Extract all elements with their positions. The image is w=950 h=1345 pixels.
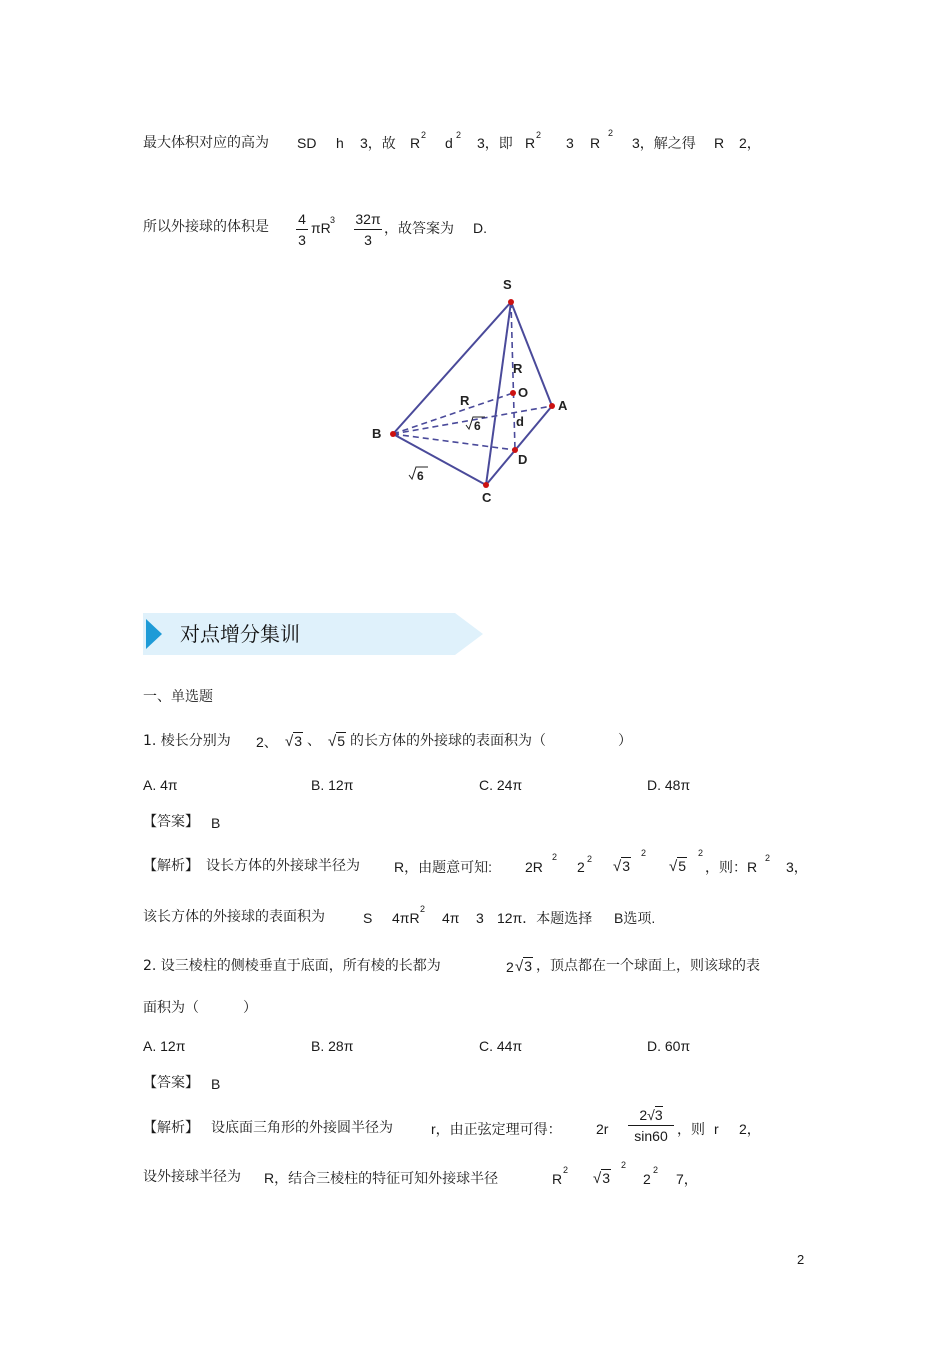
heading-single-choice: 一、单选题	[143, 689, 213, 705]
math: R，由题意可知:	[394, 859, 492, 875]
point-b	[390, 431, 396, 437]
math: 4π	[442, 910, 460, 926]
math: D.	[473, 220, 487, 236]
q2-option-b: B. 28π	[311, 1038, 354, 1054]
sqrt-expr: √3	[613, 858, 631, 875]
point-o	[510, 390, 516, 396]
label-d: D	[518, 452, 528, 467]
math: 4πR	[392, 910, 420, 926]
math: 12π．本题选择	[497, 910, 593, 926]
sqrt-expr: √3	[593, 1170, 611, 1187]
math: 2	[643, 1171, 651, 1187]
math: 2R	[525, 859, 543, 875]
edge-sc	[486, 302, 511, 485]
math: 2	[577, 859, 585, 875]
segment-bd	[393, 434, 515, 450]
math: 3，即	[477, 135, 513, 151]
superscript: 2	[421, 130, 427, 140]
q1-stem-end: 的长方体的外接球的表面积为（	[350, 733, 546, 749]
q1-stem: 1. 棱长分别为	[143, 733, 231, 749]
q2-blank-close: ）	[243, 1000, 257, 1016]
fraction: 4 3	[296, 210, 308, 249]
superscript: 2	[765, 853, 771, 863]
math: R	[590, 135, 601, 151]
q1-answer: B	[211, 815, 221, 831]
q1-option-c: C. 24π	[479, 777, 523, 793]
superscript: 3	[330, 215, 336, 225]
q2-analysis: 设底面三角形的外接圆半径为	[211, 1120, 393, 1136]
label-sqrt6-edge: 6	[417, 469, 424, 483]
q2-stem-line2: 面积为（	[143, 1000, 199, 1016]
math: ，则	[677, 1121, 705, 1137]
label-r-slant: R	[460, 393, 470, 408]
label-r-vertical: R	[513, 361, 523, 376]
math: 2	[506, 959, 514, 975]
label-sqrt6-inner: 6	[474, 419, 481, 433]
superscript: 2	[698, 848, 704, 858]
math: R	[552, 1171, 563, 1187]
math: πR	[311, 220, 331, 236]
superscript: 2	[653, 1165, 659, 1175]
math: R	[714, 135, 725, 151]
superscript: 2	[621, 1160, 627, 1170]
fraction: 32π 3	[355, 211, 381, 248]
math: 3	[476, 910, 484, 926]
superscript: 2	[420, 904, 426, 914]
label-b: B	[372, 426, 382, 441]
math: 2r	[596, 1121, 609, 1137]
q2-option-d: D. 60π	[647, 1038, 691, 1054]
edge-bc	[393, 434, 486, 485]
q1-analysis-label: 【解析】	[143, 858, 199, 874]
q1-option-d: D. 48π	[647, 777, 691, 793]
superscript: 2	[536, 130, 542, 140]
math: 2，	[739, 1121, 761, 1137]
line1-text: 最大体积对应的高为	[143, 135, 269, 151]
sqrt-expr: √3	[285, 733, 303, 750]
label-d-distance: d	[516, 414, 524, 429]
math: B选项.	[614, 910, 656, 926]
math: r，由正弦定理可得：	[431, 1121, 562, 1137]
label-o: O	[518, 385, 529, 400]
math: h	[336, 135, 344, 151]
line2-text: 所以外接球的体积是	[143, 219, 269, 235]
q2-answer: B	[211, 1076, 221, 1092]
q1-analysis: 设长方体的外接球半径为	[206, 858, 360, 874]
superscript: 2	[563, 1165, 569, 1175]
math: 3，	[786, 859, 808, 875]
superscript: 2	[641, 848, 647, 858]
q2-analysis-line2: 设外接球半径为	[143, 1169, 241, 1185]
superscript: 2	[587, 854, 593, 864]
q2-answer-label: 【答案】	[143, 1075, 199, 1091]
math: 2，	[739, 135, 761, 151]
superscript: 2	[608, 128, 614, 138]
section-title: 对点增分集训	[180, 622, 300, 646]
point-c	[483, 482, 489, 488]
fraction: 2√3 sin60	[628, 1106, 674, 1145]
height-sd	[511, 302, 515, 450]
q1-answer-label: 【答案】	[143, 814, 199, 830]
q1-option-b: B. 12π	[311, 777, 354, 793]
q2-option-c: C. 44π	[479, 1038, 523, 1054]
q1-analysis-line2: 该长方体的外接球的表面积为	[143, 909, 325, 925]
superscript: 2	[552, 852, 558, 862]
math: 3，故	[360, 135, 396, 151]
pyramid-figure	[365, 272, 575, 508]
q2-stem: 2. 设三棱柱的侧棱垂直于底面，所有棱的长都为	[143, 958, 441, 974]
math: R	[525, 135, 536, 151]
separator: 、	[307, 733, 321, 749]
q2-stem-cont: ，顶点都在一个球面上，则该球的表	[536, 958, 760, 974]
math: ，故答案为	[384, 220, 454, 236]
math: R	[410, 135, 421, 151]
label-a: A	[558, 398, 568, 413]
point-s	[508, 299, 514, 305]
sqrt-expr: √5	[328, 733, 346, 750]
math: d	[445, 135, 453, 151]
sqrt-expr: √3	[515, 958, 533, 975]
sqrt-expr: √5	[669, 858, 687, 875]
math: 3	[566, 135, 574, 151]
math: r	[714, 1121, 719, 1137]
label-s: S	[503, 277, 512, 292]
math: 2、	[256, 734, 278, 750]
q1-option-a: A. 4π	[143, 777, 178, 793]
q2-option-a: A. 12π	[143, 1038, 186, 1054]
page-number: 2	[797, 1252, 805, 1267]
q1-blank-close: ）	[618, 733, 632, 749]
math: 7，	[676, 1171, 698, 1187]
math: 3，解之得	[632, 135, 696, 151]
label-c: C	[482, 490, 492, 505]
math: S	[363, 910, 373, 926]
math: ，则：R	[705, 859, 758, 875]
math: R，结合三棱柱的特征可知外接球半径	[264, 1170, 499, 1186]
point-a	[549, 403, 555, 409]
math: SD	[297, 135, 317, 151]
q2-analysis-label: 【解析】	[143, 1120, 199, 1136]
superscript: 2	[456, 130, 462, 140]
